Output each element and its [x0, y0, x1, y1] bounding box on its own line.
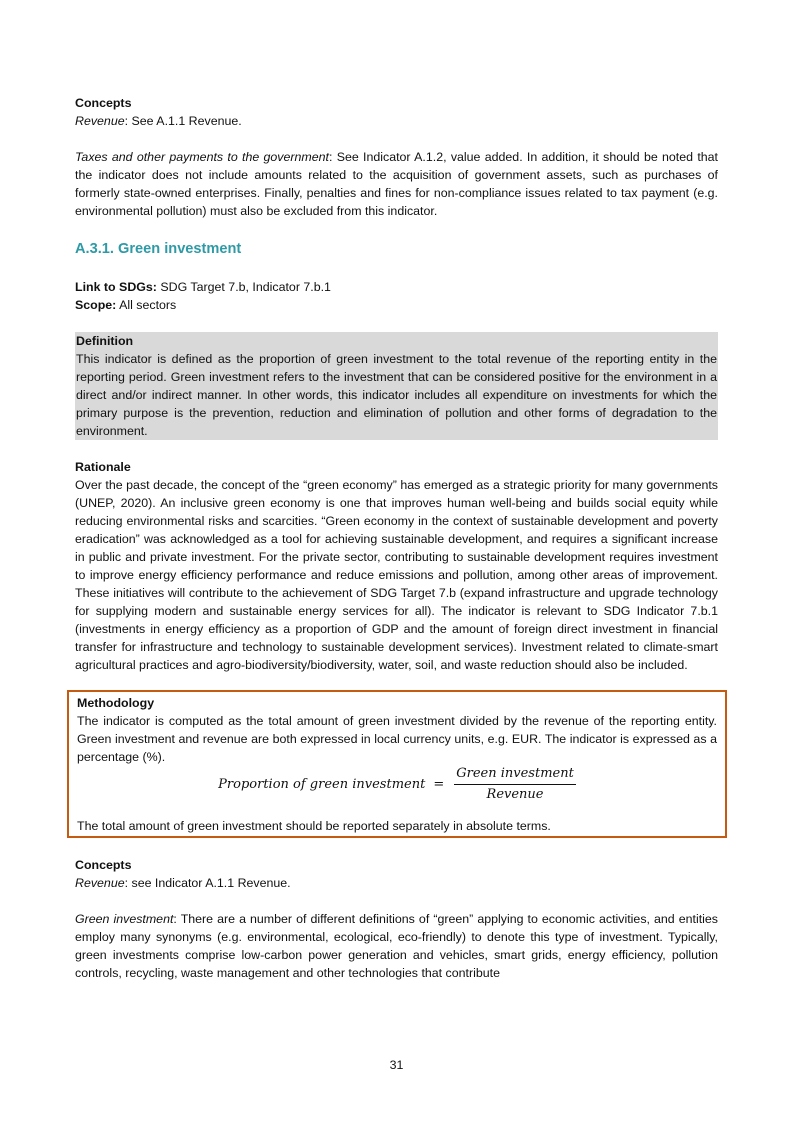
- methodology-note: The total amount of green investment should be reported separately in absolute terms.: [77, 819, 551, 833]
- scope: [75, 296, 718, 314]
- rationale-title: Rationale: [75, 460, 131, 474]
- formula-lhs: Proportion of green investment: [218, 777, 426, 792]
- definition-title: Definition: [76, 334, 134, 348]
- scope-value: All sectors: [116, 298, 177, 312]
- green-term: Green investment: [75, 912, 174, 926]
- definition-box: [75, 332, 718, 440]
- methodology-box: [67, 690, 727, 838]
- section-heading: A.3.1. Green investment: [75, 241, 242, 257]
- taxes-term: Taxes and other payments to the government: [75, 150, 329, 164]
- concepts-section-2: [75, 856, 718, 982]
- concepts-taxes: [75, 148, 718, 220]
- concepts2-green: [75, 910, 718, 982]
- formula-equals: =: [433, 777, 445, 792]
- methodology-title: Methodology: [77, 696, 155, 710]
- revenue-term-2: Revenue: [75, 876, 125, 890]
- concepts-revenue: [75, 112, 718, 130]
- revenue-text: : See A.1.1 Revenue.: [124, 114, 242, 128]
- formula-numerator: Green investment: [454, 765, 576, 785]
- formula-denominator: Revenue: [486, 787, 544, 802]
- scope-label: Scope:: [75, 298, 117, 312]
- sdg-label: Link to SDGs:: [75, 280, 157, 294]
- sdg-link: [75, 278, 718, 296]
- revenue-text-2: : see Indicator A.1.1 Revenue.: [124, 876, 291, 890]
- section-meta: [75, 278, 718, 314]
- rationale-text: Over the past decade, the concept of the “green economy” has emerged as a strategic priority for many governments (UNEP, 2020). An inclusive green economy is one that improves human well-being and builds social equity while reducing environmental risks and scarcities. “Green economy in the context of sustainable development and poverty eradication” was acknowledged as a tool for achieving sustainable development, and requires a significant increase in public and private investment. For the private sector, contributing to sustainable development requires investment to improve energy efficiency performance and reduce emissions and pollution, among other areas of improvement. These initiatives will contribute to the achievement of SDG Target 7.b (expand infrastructure and upgrade technology for supplying modern and sustainable energy services for all). The indicator is relevant to SDG Indicator 7.b.1 (investments in energy efficiency as a proportion of GDP and the amount of foreign direct investment in financial transfer for infrastructure and technology to sustainable development services). Investment related to climate-smart agricultural practices and agro-biodiversity/biodiversity, water, soil, and waste reduction should also be included.: [75, 478, 718, 672]
- methodology-text: The indicator is computed as the total amount of green investment divided by the revenue of the reporting entity. Green investment and revenue are both expressed in local currency units, e.g. EUR. The indicator is expressed as a percentage (%).: [77, 714, 717, 764]
- formula: [77, 765, 717, 805]
- green-text: : There are a number of different definitions of “green” applying to economic activities, and entities employ many synonyms (e.g. environmental, ecological, eco-friendly) to denote this type of investment. Typically, green investments comprise low-carbon power generation and vehicles, smart grids, energy efficiency, pollution controls, recycling, waste management and other technologies that contribute: [75, 912, 718, 980]
- page-content: [75, 94, 718, 982]
- definition-text: This indicator is defined as the proportion of green investment to the total revenue of the reporting entity in the reporting period. Green investment refers to the investment that can be considered positive for the environment in a direct and/or indirect manner. In other words, this indicator includes all expenditure on investments for which the primary purpose is the prevention, reduction and elimination of pollution and other forms of degradation to the environment.: [76, 352, 717, 438]
- revenue-term: Revenue: [75, 114, 125, 128]
- rationale-section: [75, 458, 718, 674]
- concepts-section-1: [75, 94, 718, 220]
- concepts-title: Concepts: [75, 96, 132, 110]
- formula-fraction: [454, 765, 576, 805]
- concepts-title-2: Concepts: [75, 858, 132, 872]
- page-number: 31: [389, 1058, 404, 1072]
- concepts2-revenue: [75, 874, 718, 892]
- sdg-value: SDG Target 7.b, Indicator 7.b.1: [156, 280, 331, 294]
- taxes-text: : See Indicator A.1.2, value added. In addition, it should be noted that the indicator does not include amounts related to the acquisition of government assets, such as purchases of formerly state-owned enterprises. Finally, penalties and fines for non-compliance issues related to tax payment (e.g. environmental pollution) must also be excluded from this indicator.: [75, 150, 718, 218]
